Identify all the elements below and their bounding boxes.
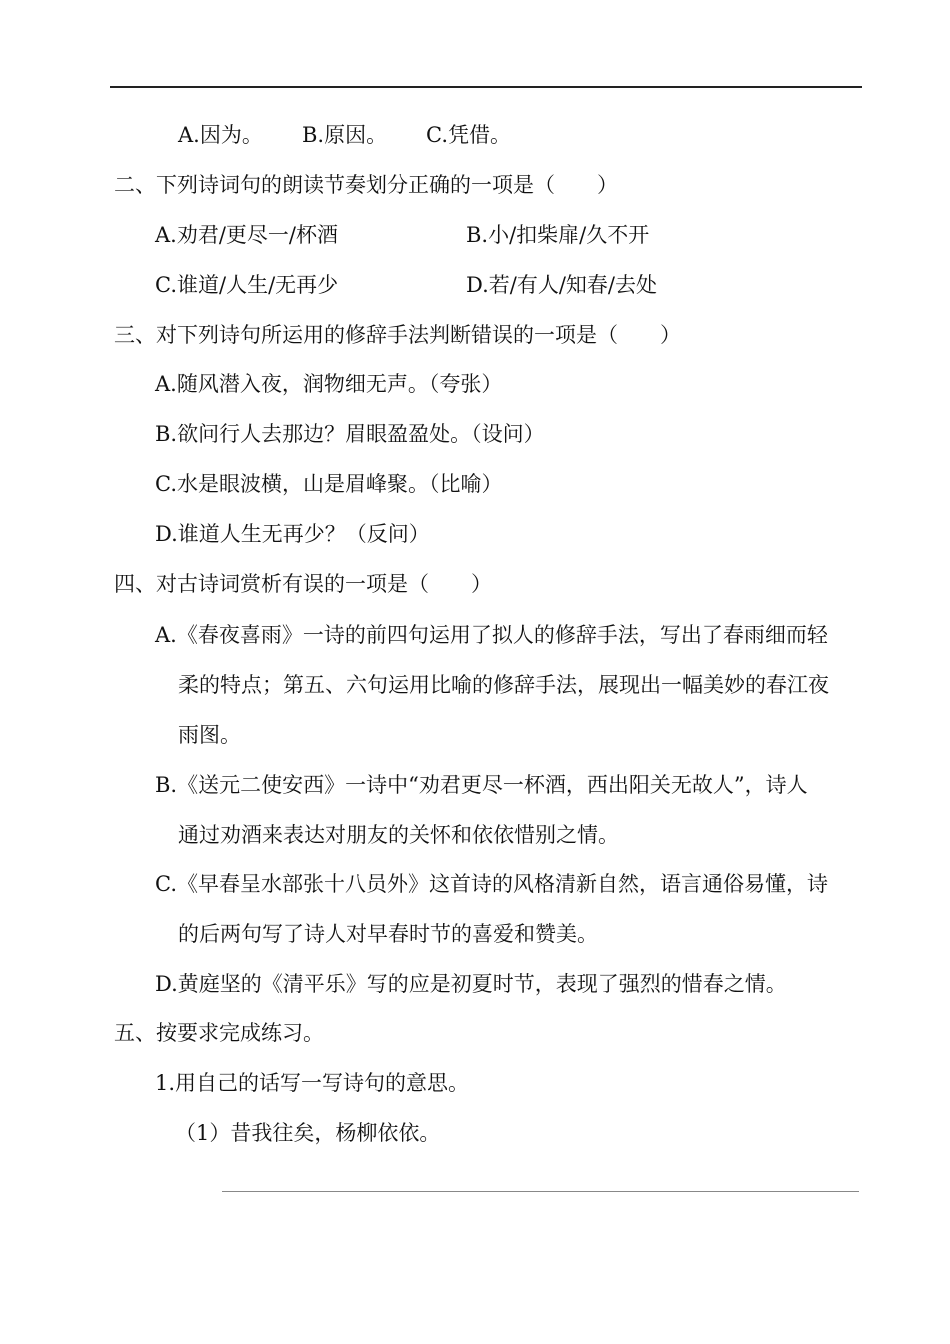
q4-option-b-line2: 通过劝酒来表达对朋友的关怀和依依惜别之情。 <box>178 823 619 847</box>
question-2-stem: 二、下列诗词句的朗读节奏划分正确的一项是（ ） <box>114 173 618 197</box>
q5-subquestion-1: 1.用自己的话写一写诗句的意思。 <box>155 1071 470 1095</box>
q4-option-c-line2: 的后两句写了诗人对早春时节的喜爱和赞美。 <box>178 922 598 946</box>
q1-option-b: B.原因。 <box>302 123 388 147</box>
q4-option-a-line3: 雨图。 <box>178 723 241 747</box>
q3-option-b: B.欲问行人去那边？眉眼盈盈处。（设问） <box>155 422 545 446</box>
q1-option-a: A.因为。 <box>178 123 263 147</box>
question-3-stem: 三、对下列诗句所运用的修辞手法判断错误的一项是（ ） <box>114 323 681 347</box>
question-4-stem: 四、对古诗词赏析有误的一项是（ ） <box>114 572 492 596</box>
q3-option-a: A.随风潜入夜，润物细无声。（夸张） <box>155 372 503 396</box>
q4-option-a-line1: A.《春夜喜雨》一诗的前四句运用了拟人的修辞手法，写出了春雨细而轻 <box>155 623 828 647</box>
q5-item-1: （1）昔我往矣，杨柳依依。 <box>175 1121 441 1145</box>
q1-option-c: C.凭借。 <box>426 123 511 147</box>
q2-option-b: B.小/扣柴扉/久不开 <box>466 223 650 247</box>
q2-option-d: D.若/有人/知春/去处 <box>466 273 657 297</box>
answer-line[interactable] <box>222 1191 859 1192</box>
header-rule <box>110 86 862 88</box>
q3-option-c: C.水是眼波横，山是眉峰聚。（比喻） <box>155 472 503 496</box>
q4-option-c-line1: C.《早春呈水部张十八员外》这首诗的风格清新自然，语言通俗易懂，诗 <box>155 872 828 896</box>
q4-option-b-line1: B.《送元二使安西》一诗中“劝君更尽一杯酒，西出阳关无故人”，诗人 <box>155 773 808 797</box>
q4-option-d: D.黄庭坚的《清平乐》写的应是初夏时节，表现了强烈的惜春之情。 <box>155 972 787 996</box>
q2-option-a: A.劝君/更尽一/杯酒 <box>155 223 338 247</box>
q4-option-a-line2: 柔的特点；第五、六句运用比喻的修辞手法，展现出一幅美妙的春江夜 <box>178 673 829 697</box>
question-5-stem: 五、按要求完成练习。 <box>114 1021 324 1045</box>
q3-option-d: D.谁道人生无再少？（反问） <box>155 522 430 546</box>
q2-option-c: C.谁道/人生/无再少 <box>155 273 339 297</box>
